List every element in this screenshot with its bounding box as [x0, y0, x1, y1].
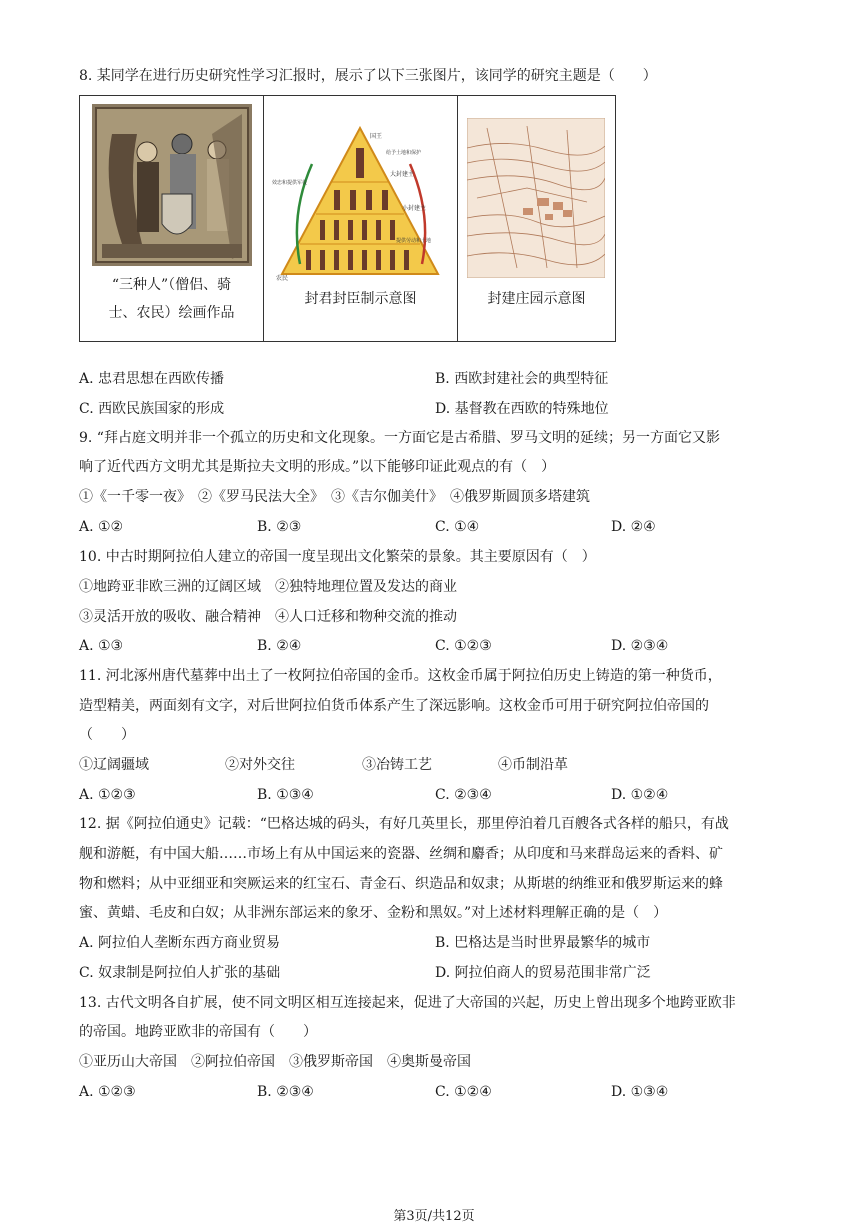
q9-option-c: C. ①④	[435, 519, 480, 535]
figure-3-caption: 封建庄园示意图	[487, 291, 586, 307]
page-number: 第3页/共12页	[393, 1209, 475, 1224]
q11-stem-line1: 11. 河北涿州唐代墓葬中出土了一枚阿拉伯帝国的金币。这枚金币属于阿拉伯历史上铸造的第一种货币，	[79, 668, 722, 684]
q8-stem: 8. 某同学在进行历史研究性学习汇报时，展示了以下三张图片，该同学的研究主题是（ ）	[79, 68, 657, 84]
feudal-pyramid-diagram	[270, 124, 450, 284]
figure-1-caption-line1: “三种人”（僧侣、骑	[111, 277, 232, 293]
q13-option-b: B. ②③④	[257, 1084, 314, 1100]
q9-option-a: A. ①②	[79, 519, 124, 535]
pyramid-label-great-lord: 大封建主	[390, 171, 415, 178]
q12-stem-line3: 物和燃料；从中亚细亚和突厥运来的红宝石、青金石、织造品和奴隶；从斯堪的纳维亚和俄罗斯运来的蜂	[79, 876, 723, 892]
q9-option-b: B. ②③	[257, 519, 302, 535]
pyramid-label-small-lord: 小封建主	[402, 205, 427, 212]
q11-stem-line2: 造型精美，两面刻有文字，对后世阿拉伯货币体系产生了深远影响。这枚金币可用于研究阿拉伯帝国的	[79, 698, 709, 714]
q10-items-line2: ③灵活开放的吸收、融合精神 ④人口迁移和物种交流的推动	[79, 609, 457, 625]
pyramid-label-loyalty: 效忠和提供军役	[272, 180, 308, 186]
pyramid-label-peasant: 农民	[276, 275, 289, 282]
q12-stem-line4: 蜜、黄蜡、毛皮和白奴；从非洲东部运来的象牙、金粉和黑奴。”对上述材料理解正确的是（ ）	[79, 905, 668, 921]
q11-item-1: ①辽阔疆域	[79, 757, 149, 773]
medieval-painting-image	[92, 104, 252, 266]
q10-option-d: D. ②③④	[611, 638, 669, 654]
q8-option-a: A. 忠君思想在西欧传播	[79, 371, 225, 387]
q10-items-line1: ①地跨亚非欧三洲的辽阔区域 ②独特地理位置及发达的商业	[79, 579, 457, 595]
q9-stem-line2: 响了近代西方文明尤其是斯拉夫文明的形成。”以下能够印证此观点的有（ ）	[79, 459, 556, 475]
q13-option-d: D. ①③④	[611, 1084, 669, 1100]
q11-option-b: B. ①③④	[257, 787, 314, 803]
q12-option-c: C. 奴隶制是阿拉伯人扩张的基础	[79, 965, 281, 981]
q8-option-d: D. 基督教在西欧的特殊地位	[435, 401, 609, 417]
figure-feudal-pyramid	[264, 96, 458, 341]
figure-2-caption: 封君封臣制示意图	[304, 291, 417, 307]
q13-option-c: C. ①②④	[435, 1084, 492, 1100]
manor-sketch-image	[467, 118, 605, 278]
q12-stem-line2: 舰和游艇，有中国大船……市场上有从中国运来的瓷器、丝绸和麝香；从印度和马来群岛运来的香料、矿	[79, 846, 723, 862]
figure-manor	[458, 96, 615, 341]
pyramid-label-give-land: 给予土地和保护	[386, 150, 422, 156]
q8-option-c: C. 西欧民族国家的形成	[79, 401, 225, 417]
q11-stem-line3: （ ）	[79, 727, 135, 743]
q13-stem-line1: 13. 古代文明各自扩展，使不同文明区相互连接起来，促进了大帝国的兴起，历史上曾出现多个地跨亚欧非	[79, 995, 736, 1011]
q11-option-d: D. ①②④	[611, 787, 669, 803]
q11-item-4: ④币制沿革	[498, 757, 568, 773]
q12-stem-line1: 12. 据《阿拉伯通史》记载：“巴格达城的码头，有好几英里长，那里停泊着几百艘各式各样的船只，有战	[79, 816, 729, 832]
q11-item-2: ②对外交往	[225, 757, 295, 773]
q12-option-b: B. 巴格达是当时世界最繁华的城市	[435, 935, 651, 951]
q8-option-b: B. 西欧封建社会的典型特征	[435, 371, 609, 387]
q9-stem-line1: 9. “拜占庭文明并非一个孤立的历史和文化现象。一方面它是古希腊、罗马文明的延续；另一方面它又影	[79, 430, 720, 446]
q12-option-a: A. 阿拉伯人垄断东西方商业贸易	[79, 935, 281, 951]
q13-option-a: A. ①②③	[79, 1084, 136, 1100]
q9-items: ①《一千零一夜》 ②《罗马民法大全》 ③《吉尔伽美什》 ④俄罗斯圆顶多塔建筑	[79, 489, 590, 505]
pyramid-label-provide-labor: 提供劳动和土地	[396, 238, 432, 244]
q13-items: ①亚历山大帝国 ②阿拉伯帝国 ③俄罗斯帝国 ④奥斯曼帝国	[79, 1054, 471, 1070]
figure-1-caption-line2: 士、农民）绘画作品	[108, 305, 235, 321]
q13-stem-line2: 的帝国。地跨亚欧非的帝国有（ ）	[79, 1024, 317, 1040]
q11-item-3: ③冶铸工艺	[362, 757, 432, 773]
q10-option-a: A. ①③	[79, 638, 124, 654]
q10-stem: 10. 中古时期阿拉伯人建立的帝国一度呈现出文化繁荣的景象。其主要原因有（ ）	[79, 549, 596, 565]
figure-three-estates	[80, 96, 264, 341]
q10-option-c: C. ①②③	[435, 638, 492, 654]
q11-option-a: A. ①②③	[79, 787, 136, 803]
q12-option-d: D. 阿拉伯商人的贸易范围非常广泛	[435, 965, 651, 981]
q11-option-c: C. ②③④	[435, 787, 492, 803]
q9-option-d: D. ②④	[611, 519, 656, 535]
q10-option-b: B. ②④	[257, 638, 302, 654]
pyramid-label-king: 国王	[370, 133, 383, 140]
figure-table	[79, 95, 616, 342]
